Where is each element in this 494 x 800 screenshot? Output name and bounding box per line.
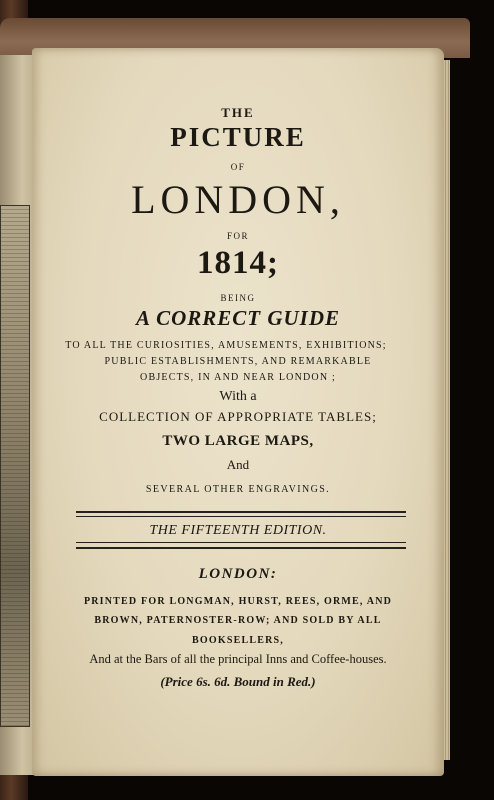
text-maps: TWO LARGE MAPS, <box>162 433 314 449</box>
heading-picture: PICTURE <box>170 122 306 152</box>
heading-for: FOR <box>226 231 249 241</box>
rule-top-thin <box>76 516 406 517</box>
text-being: BEING <box>220 293 256 303</box>
description-line-2: PUBLIC ESTABLISHMENTS, AND REMARKABLE <box>104 356 372 367</box>
heading-the: THE <box>221 105 255 120</box>
rule-bottom-thin <box>76 542 406 543</box>
printer-line-3: BOOKSELLERS, <box>192 635 284 646</box>
heading-correct-guide: A CORRECT GUIDE <box>135 306 341 330</box>
text-tables: COLLECTION OF APPROPRIATE TABLES; <box>99 409 377 424</box>
title-page <box>32 48 444 776</box>
frontispiece-engraving <box>0 205 30 727</box>
text-with-a: With a <box>219 389 257 404</box>
heading-year: 1814; <box>197 245 279 281</box>
heading-london: LONDON, <box>131 177 345 222</box>
description-line-1: TO ALL THE CURIOSITIES, AMUSEMENTS, EXHIBITIONS; <box>65 340 387 351</box>
printer-line-2: BROWN, PATERNOSTER-ROW; AND SOLD BY ALL <box>94 615 382 626</box>
text-and: And <box>226 457 250 472</box>
rule-bottom-thick <box>76 547 406 549</box>
edition-label: THE FIFTEENTH EDITION. <box>149 523 327 538</box>
rule-top-thick <box>76 511 406 513</box>
heading-of: OF <box>230 162 246 172</box>
text-engravings: SEVERAL OTHER ENGRAVINGS. <box>145 484 331 495</box>
price-line: (Price 6s. 6d. Bound in Red.) <box>160 674 316 689</box>
imprint-city: LONDON: <box>198 566 278 582</box>
description-line-3: OBJECTS, IN AND NEAR LONDON ; <box>140 372 336 383</box>
inns-line: And at the Bars of all the principal Inns and Coffee-houses. <box>89 652 387 666</box>
printer-line-1: PRINTED FOR LONGMAN, HURST, REES, ORME, AND <box>83 596 393 607</box>
